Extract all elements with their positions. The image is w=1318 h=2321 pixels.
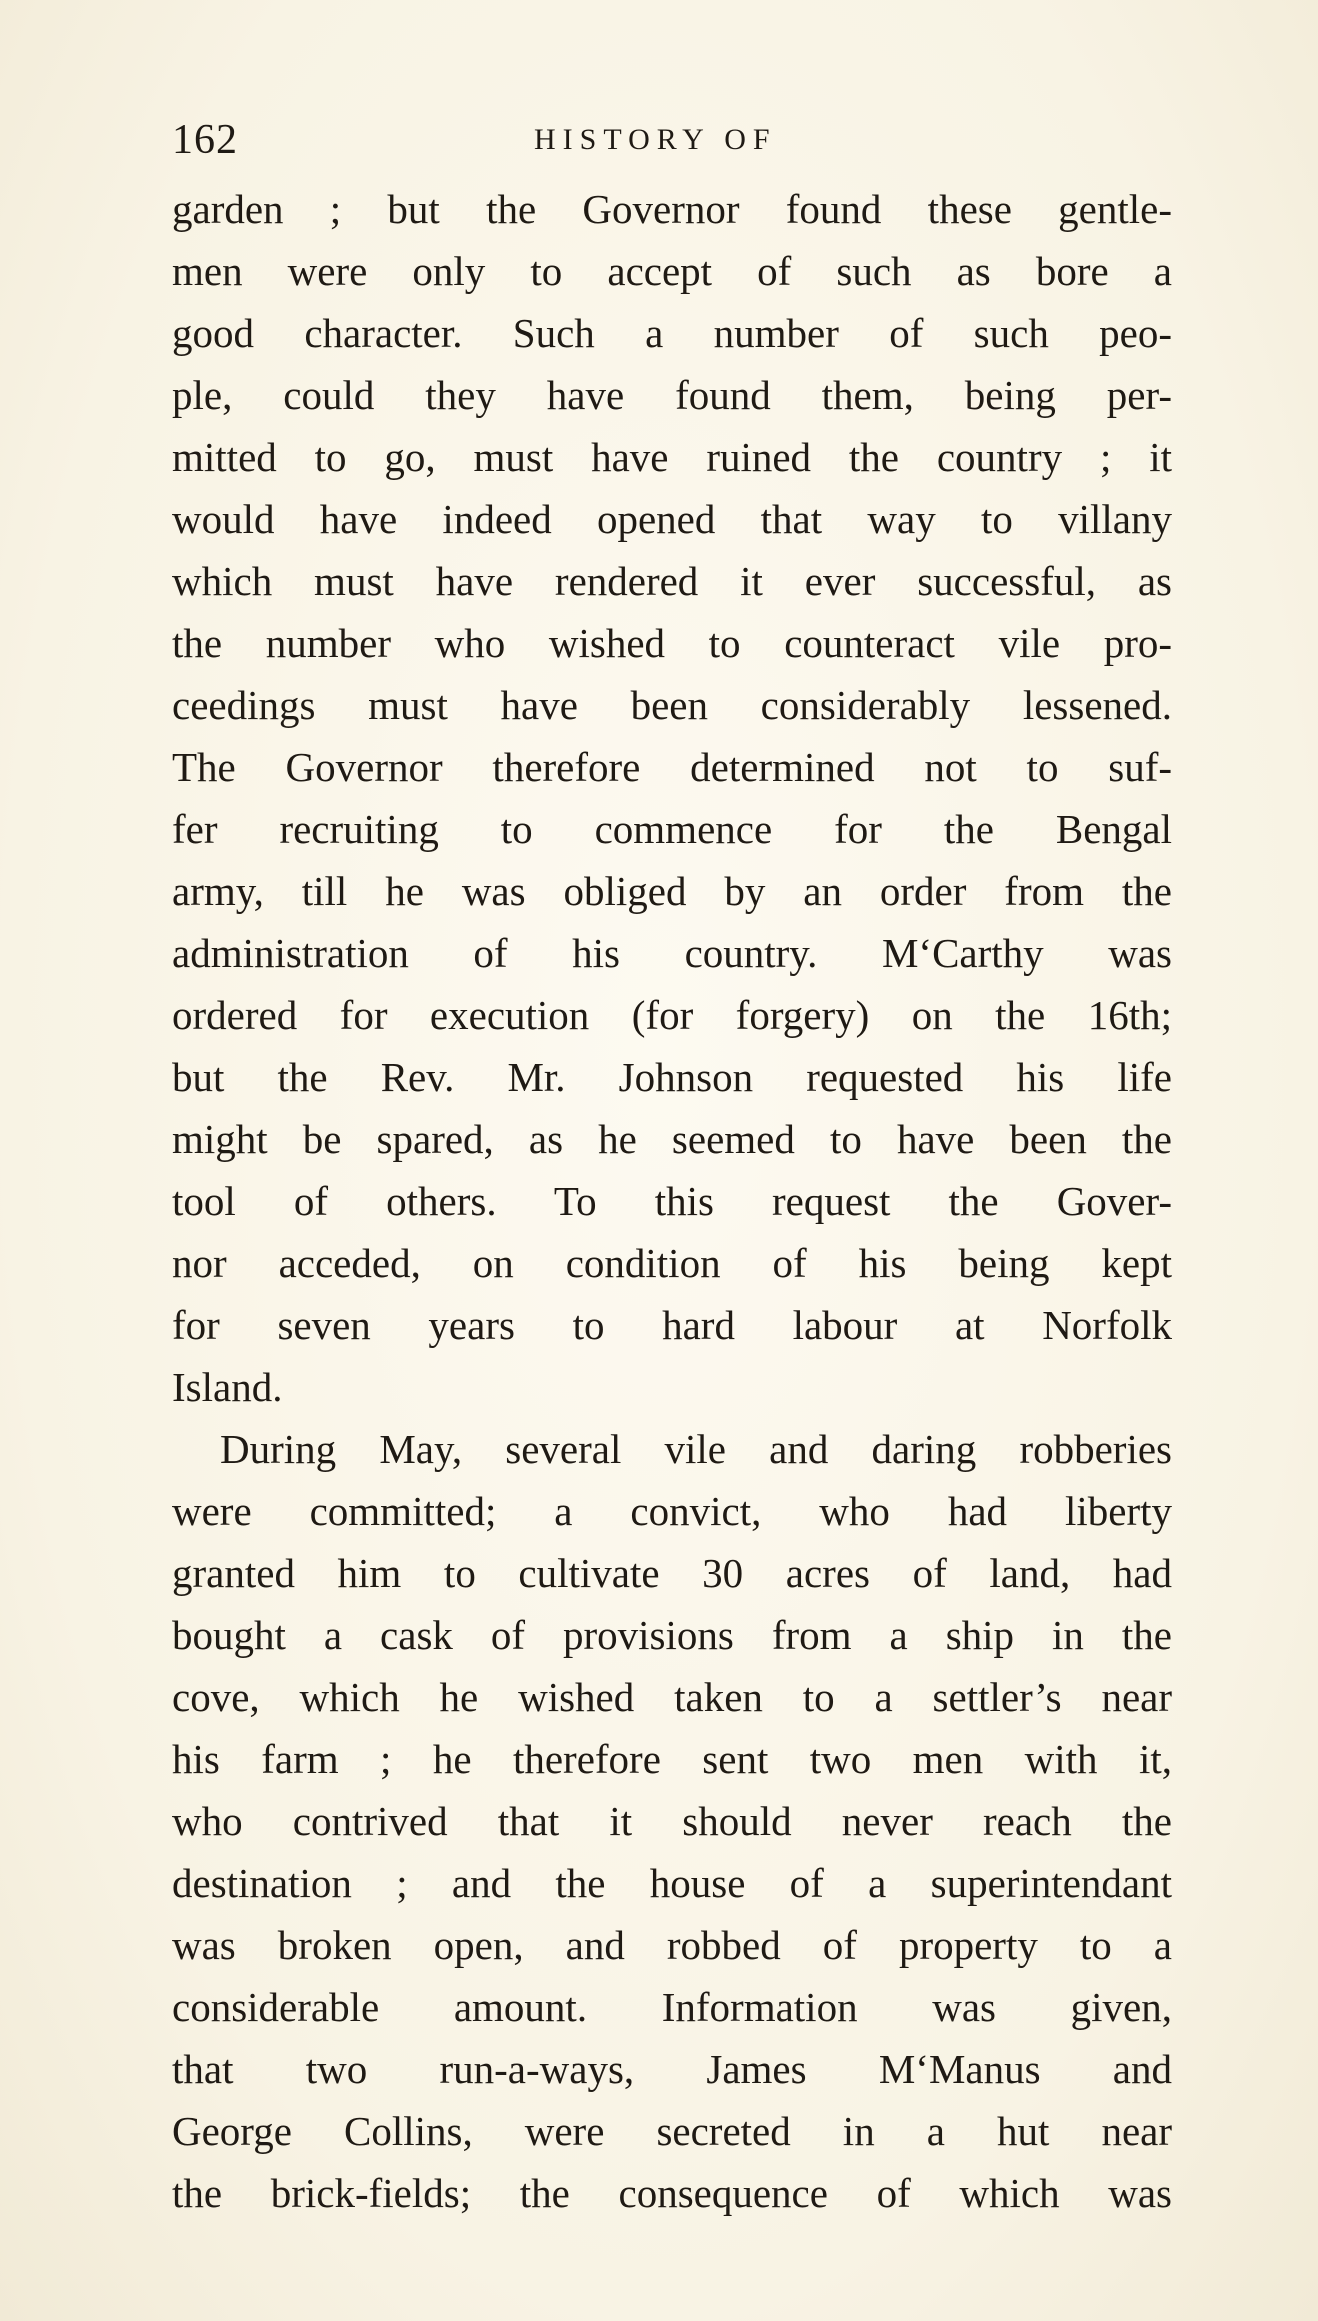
text-line: would have indeed opened that way to villany xyxy=(172,496,1172,542)
running-title: HISTORY OF xyxy=(534,123,777,156)
text-line: good character. Such a number of such peo- xyxy=(172,310,1172,356)
text-line: the brick-fields; the consequence of which was xyxy=(172,2170,1172,2216)
text-line: ceedings must have been considerably lessened. xyxy=(172,682,1172,728)
text-line: for seven years to hard labour at Norfolk xyxy=(172,1302,1172,1348)
text-line: garden ; but the Governor found these gentle- xyxy=(172,186,1172,232)
paragraph-1 xyxy=(172,178,1172,1418)
text-line: ple, could they have found them, being per- xyxy=(172,372,1172,418)
body-text xyxy=(172,178,1172,2224)
text-line: who contrived that it should never reach the xyxy=(172,1798,1172,1844)
page-number: 162 xyxy=(172,117,238,163)
text-line: but the Rev. Mr. Johnson requested his life xyxy=(172,1054,1172,1100)
text-line: destination ; and the house of a superintendant xyxy=(172,1860,1172,1906)
text-line: bought a cask of provisions from a ship in the xyxy=(172,1612,1172,1658)
text-line: The Governor therefore determined not to suf- xyxy=(172,744,1172,790)
text-line: mitted to go, must have ruined the country ; it xyxy=(172,434,1172,480)
text-line: Island. xyxy=(172,1364,283,1410)
text-line: which must have rendered it ever successful, as xyxy=(172,558,1172,604)
text-line: granted him to cultivate 30 acres of land, had xyxy=(172,1550,1172,1596)
text-line: During May, several vile and daring robberies xyxy=(220,1426,1172,1472)
text-line: were committed; a convict, who had liberty xyxy=(172,1488,1172,1534)
text-line: the number who wished to counteract vile pro- xyxy=(172,620,1172,666)
running-head xyxy=(172,112,1172,168)
text-line: men were only to accept of such as bore a xyxy=(172,248,1172,294)
text-line: administration of his country. M‘Carthy was xyxy=(172,930,1172,976)
text-line: considerable amount. Information was given, xyxy=(172,1984,1172,2030)
text-line: his farm ; he therefore sent two men with it, xyxy=(172,1736,1172,1782)
text-line: tool of others. To this request the Gover- xyxy=(172,1178,1172,1224)
text-line: nor acceded, on condition of his being kept xyxy=(172,1240,1172,1286)
paragraph-2 xyxy=(172,1418,1172,2224)
text-line: army, till he was obliged by an order from the xyxy=(172,868,1172,914)
text-line: cove, which he wished taken to a settler’s near xyxy=(172,1674,1172,1720)
text-line: was broken open, and robbed of property to a xyxy=(172,1922,1172,1968)
text-line: ordered for execution (for forgery) on the 16th; xyxy=(172,992,1172,1038)
text-line: that two run-a-ways, James M‘Manus and xyxy=(172,2046,1172,2092)
text-line: fer recruiting to commence for the Bengal xyxy=(172,806,1172,852)
text-line: George Collins, were secreted in a hut near xyxy=(172,2108,1172,2154)
text-line: might be spared, as he seemed to have been the xyxy=(172,1116,1172,1162)
